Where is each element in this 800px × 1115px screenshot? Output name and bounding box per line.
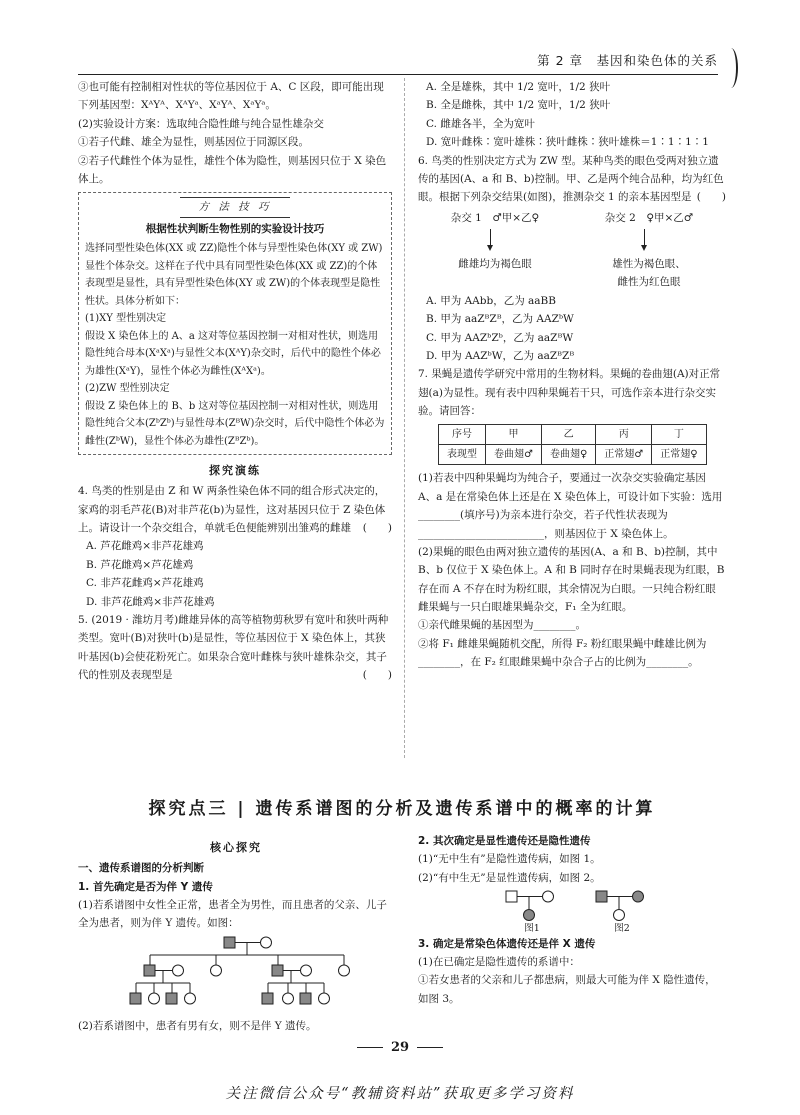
- method-text: 选择同型性染色体(XX 或 ZZ)隐性个体与异型性染色体(XY 或 ZW)显性个体杂交。这样在子代中具有同型性染色体(XX 或 ZZ)的个体表现型是显性，具有异型性染色体(XY 或 ZW)的个体表现型是隐性性状。具体分析如下：: [85, 243, 383, 307]
- table-cell: 卷曲翅♂: [486, 445, 542, 465]
- subheading: 3. 确定是常染色体遗传还是伴 X 遗传: [418, 937, 596, 950]
- question-7-part-2a: ①亲代雌果蝇的基因型为________。: [418, 619, 586, 632]
- option: B. 全是雌株，其中 1/2 宽叶，1/2 狭叶: [426, 99, 611, 112]
- option: D. 非芦花雌鸡×非芦花雄鸡: [86, 595, 215, 608]
- column-divider: [404, 78, 405, 758]
- question-7-part-1: (1)若表中四种果蝇均为纯合子，要通过一次杂交实验确定基因 A、a 是在常染色体上还是在 X 染色体上，可设计如下实验：选用________(填序号)为亲本进行杂交，若子代性状表现为________________________，则基因位于 X 染色体上。: [418, 472, 723, 540]
- cross-diagram: [418, 209, 726, 227]
- option: B. 芦花雌鸡×芦花雄鸡: [86, 558, 194, 571]
- table-cell: 正常翅♀: [652, 445, 706, 465]
- question-6: [418, 152, 726, 207]
- subheading: 1. 首先确定是否为伴 Y 遗传: [78, 880, 213, 893]
- option: A. 芦花雌鸡×非芦花雄鸡: [86, 540, 204, 553]
- method-text: 假设 X 染色体上的 A、a 这对等位基因控制一对相对性状，则选用隐性纯合母本(XᵃXᵃ)与显性父本(XᴬY)杂交时，后代中的隐性个体必为雄性(XᵃY)，显性个体必为雌性(XᴬXᵃ)。: [85, 330, 381, 377]
- bottom-left-paragraph: (2)若系谱图中，患者有男有女，则不是伴 Y 遗传。: [78, 1019, 317, 1032]
- option: C. 非芦花雌鸡×芦花雄鸡: [86, 577, 204, 590]
- bottom-left-paragraph: (1)若系谱图中女性全正常，患者全为男性，而且患者的父亲、儿子全为患者，则为伴 Y 遗传。如图：: [78, 899, 387, 930]
- left-column: [78, 78, 392, 684]
- header-rule: [78, 74, 718, 75]
- option: B. 甲为 aaZᴮZᴮ，乙为 AAZᵇW: [426, 313, 574, 326]
- cross-2-result: [612, 255, 686, 292]
- option: A. 甲为 AAbb，乙为 aaBB: [426, 294, 556, 307]
- subheading: 2. 其次确定是显性遗传还是隐性遗传: [418, 835, 591, 847]
- pedigree-figures: [504, 889, 726, 934]
- table-cell: 丁: [652, 425, 706, 445]
- answer-bracket: ( ): [362, 669, 392, 681]
- option: D. 甲为 AAZᵇW，乙为 aaZᴮZᴮ: [426, 349, 575, 362]
- method-tips-box: [78, 192, 392, 455]
- bottom-left-column: [78, 832, 394, 1035]
- bottom-right-paragraph: (2)“有中生无”是显性遗传病，如图 2。: [418, 871, 601, 884]
- bottom-right-column: [418, 832, 726, 1008]
- left-paragraph: ①若子代雌、雄全为显性，则基因位于同源区段。: [78, 136, 309, 149]
- table-cell: 卷曲翅♀: [541, 445, 595, 465]
- answer-bracket: ( ): [696, 191, 726, 204]
- answer-bracket: ( ): [362, 522, 392, 534]
- pedigree-figure-1: [504, 889, 560, 934]
- question-7-part-2b: ②将 F₁ 雌雄果蝇随机交配，所得 F₂ 粉红眼果蝇中雌雄比例为________，在 F₂ 红眼雌果蝇中杂合子占的比例为________。: [418, 637, 707, 669]
- cross-arrows: [418, 227, 726, 253]
- fly-table: [438, 424, 707, 465]
- pedigree-figure-2: [594, 889, 650, 934]
- table-cell: 甲: [486, 425, 542, 445]
- question-7: 7. 果蝇是遗传学研究中常用的生物材料。果蝇的卷曲翅(A)对正常翅(a)为显性。现有表中四种果蝇若干只，可选作亲本进行杂交实验。请回答：: [418, 368, 721, 417]
- table-row: [439, 445, 707, 465]
- cross-2-result-line: 雌性为红色眼: [617, 276, 681, 289]
- question-text: 5. (2019 · 潍坊月考)雌雄异体的高等植物剪秋罗有宽叶和狭叶两种类型。宽叶(B)对狭叶(b)是显性，等位基因位于 X 染色体上，其狭叶基因(b)会使花粉死亡。如果杂合宽叶雌株与狭叶雄株杂交，其子代的性别及表现型是: [78, 613, 389, 681]
- left-paragraph: ③也可能有控制相对性状的等位基因位于 A、C 区段，即可能出现下列基因型：XᴬYᴬ、XᴬYᵃ、XᵃYᴬ、XᵃYᵃ。: [78, 81, 384, 112]
- cross-results: [418, 255, 726, 292]
- question-4: [78, 482, 392, 537]
- page-number-text: 29: [390, 1040, 410, 1055]
- question-text: 4. 鸟类的性别是由 Z 和 W 两条性染色体不同的组合形式决定的，家鸡的羽毛芦花(B)对非芦花(b)为显性，这对基因只位于 Z 染色体上。请设计一个杂交组合，单就毛色便能辨别出雏鸡的雌雄: [78, 485, 386, 534]
- figure-label: 图2: [614, 923, 630, 935]
- right-column: [418, 78, 726, 672]
- section-3-title: 探究点三 | 遗传系谱图的分析及遗传系谱中的概率的计算: [148, 799, 656, 819]
- method-heading: 根据性状判断生物性别的实验设计技巧: [145, 222, 325, 235]
- method-tag: 方 法 技 巧: [180, 197, 290, 217]
- question-7-part-2: (2)果蝇的眼色由两对独立遗传的基因(A、a 和 B、b)控制，其中 B、b 仅位于 X 染色体上。A 和 B 同时存在时果蝇表现为红眼，B 存在而 A 不存在时为粉红眼，其余情况为白眼。一只纯合粉红眼雌果蝇与一只白眼雄果蝇杂交，F₁ 全为红眼。: [418, 545, 725, 613]
- table-cell: 正常翅♂: [596, 445, 652, 465]
- bottom-right-paragraph: ①若女患者的父亲和儿子都患病，则最大可能为伴 X 隐性遗传，如图 3。: [418, 974, 716, 1005]
- method-text: (2)ZW 型性别决定: [85, 383, 170, 394]
- pedigree-fig2-drawing: [594, 889, 650, 923]
- page-header: [0, 48, 800, 78]
- pedigree-fig1-drawing: [504, 889, 560, 923]
- table-cell: 表现型: [439, 445, 486, 465]
- cross-1-label: 杂交 1 ♂甲×乙♀: [450, 211, 540, 224]
- dash-line: [357, 1047, 383, 1048]
- dash-line: [417, 1047, 443, 1048]
- bottom-right-paragraph: (1)“无中生有”是隐性遗传病，如图 1。: [418, 853, 601, 866]
- table-cell: 丙: [596, 425, 652, 445]
- left-paragraph: ②若子代雌性个体为显性，雄性个体为隐性，则基因只位于 X 染色体上。: [78, 154, 387, 185]
- option: D. 宽叶雌株∶宽叶雄株∶狭叶雌株∶狭叶雄株＝1∶1∶1∶1: [426, 136, 709, 149]
- method-text: 假设 Z 染色体上的 B、b 这对等位基因控制一对相对性状，则选用隐性纯合父本(ZᵇZᵇ)与显性母本(ZᴮW)杂交时，后代中隐性个体必为雌性(ZᵇW)，显性个体必为雄性(ZᴮZᵇ)。: [85, 400, 385, 447]
- figure-label: 图1: [524, 923, 540, 935]
- option: C. 甲为 AAZᵇZᵇ，乙为 aaZᴮW: [426, 331, 574, 344]
- table-cell: 乙: [541, 425, 595, 445]
- down-arrow-icon: [644, 229, 645, 247]
- question-text: 6. 鸟类的性别决定方式为 ZW 型。某种鸟类的眼色受两对独立遗传的基因(A、a 和 B、b)控制。甲、乙是两个纯合品种，均为红色眼。根据下列杂交结果(如图)，推测杂交 1 的亲本基因型是: [418, 154, 724, 204]
- core-tag: 核心探究: [210, 841, 262, 854]
- header-ornament: [724, 48, 738, 88]
- method-text: (1)XY 型性别决定: [85, 313, 167, 324]
- practice-tag: 探究演练: [209, 464, 261, 477]
- subheading: 一、遗传系谱图的分析判断: [78, 862, 204, 875]
- cross-1-result: 雌雄均为褐色眼: [458, 258, 532, 270]
- option: C. 雌雄各半，全为宽叶: [426, 117, 535, 130]
- down-arrow-icon: [490, 229, 491, 247]
- option: A. 全是雄株，其中 1/2 宽叶，1/2 狭叶: [426, 81, 611, 93]
- bottom-right-paragraph: (1)在已确定是隐性遗传的系谱中：: [418, 955, 580, 968]
- page-number: [0, 1037, 800, 1060]
- table-row: [439, 425, 707, 445]
- table-cell: 序号: [439, 425, 486, 445]
- cross-2-label: 杂交 2 ♀甲×乙♂: [604, 211, 694, 224]
- question-5: [78, 611, 392, 685]
- footer-note: 关注微信公众号“教辅资料站”获取更多学习资料: [225, 1086, 575, 1102]
- chapter-title: 第 2 章 基因和染色体的关系: [537, 53, 718, 68]
- cross-2-result-line: 雄性为褐色眼、: [612, 258, 686, 270]
- left-paragraph: (2)实验设计方案：选取纯合隐性雌与纯合显性雄杂交: [78, 117, 324, 130]
- pedigree-y-linked: [128, 935, 368, 1017]
